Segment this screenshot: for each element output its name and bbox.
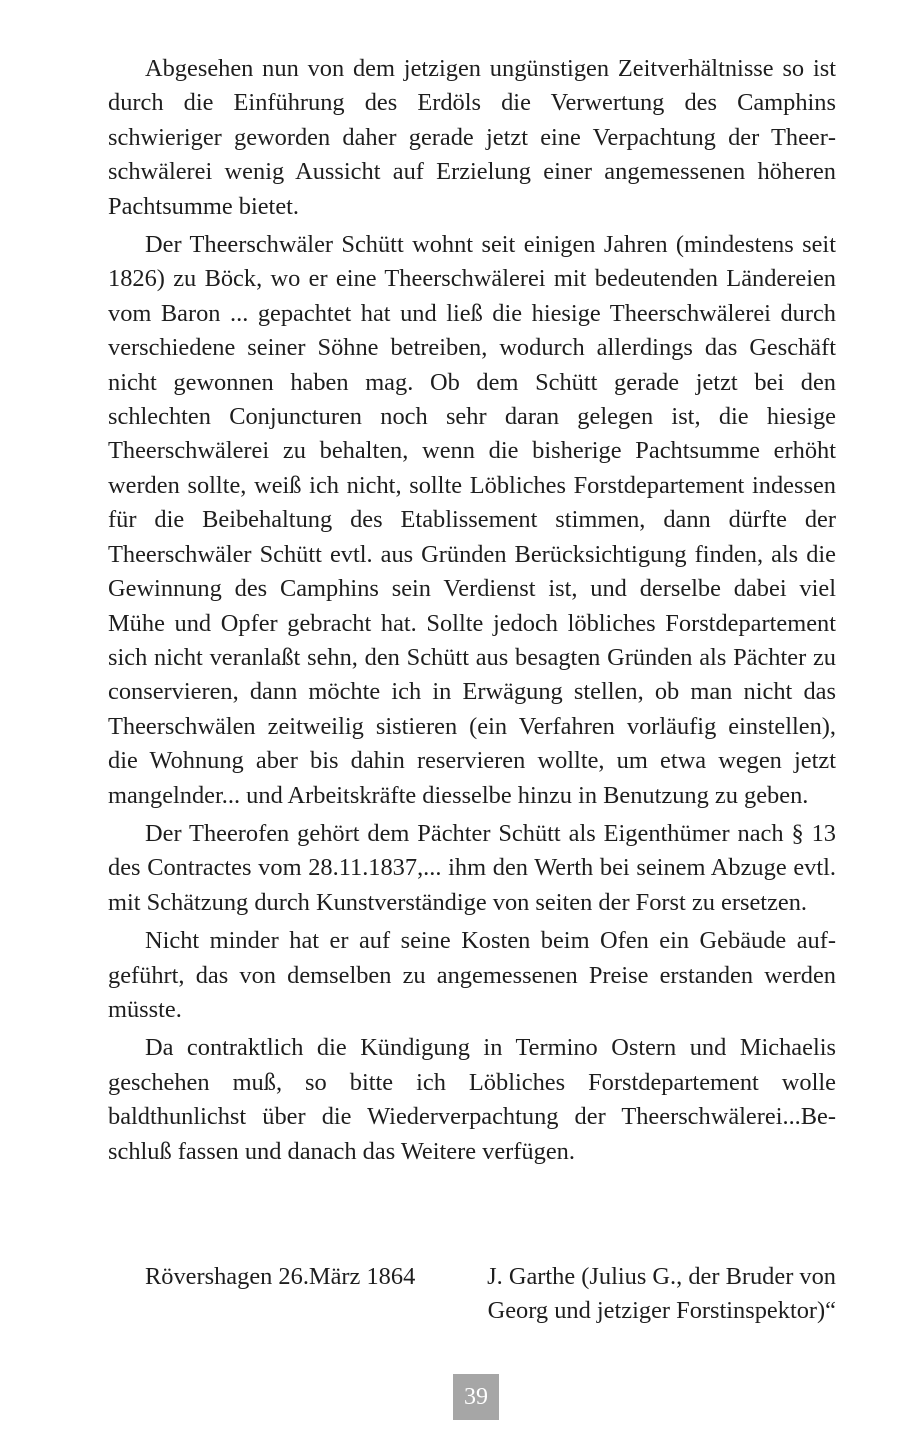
signatory-line-1: J. Garthe (Julius G., der Bruder von [487,1263,836,1290]
paragraph-2: Der Theerschwäler Schütt wohnt seit einigen Jahren (mindestens seit 1826) zu Böck, wo er eine Theerschwälerei mit bedeutenden Ländereien vom Baron ... gepachtet hat und ließ die hiesige Theerschwälerei durch verschiedene seiner Söhne betreiben, wodurch allerdings das Geschäft nicht gewonnen haben mag. Ob dem Schütt gerade jetzt bei den schlechten Conjuncturen noch sehr daran gelegen ist, die hiesige Theerschwälerei zu behalten, wenn die bisherige Pachtsumme erhöht werden sollte, weiß ich nicht, sollte Löbliches Forstdepartement indessen für die Beibehaltung des Etablissement stimmen, dann dürfte der Theerschwäler Schütt evtl. aus Gründen Berücksichtigung finden, als die Gewinnung des Camphins sein Verdienst ist, und derselbe dabei viel Mühe und Opfer gebracht hat. Sollte jedoch löbliches Forstdepartement sich nicht veranlaßt sehn, den Schütt aus besagten Gründen als Pächter zu conservieren, dann möchte ich in Erwägung stellen, ob man nicht das Theerschwälen zeitweilig sistieren (ein Verfahren vorläufig einstellen), die Wohnung aber bis dahin reservieren wollte, um etwa wegen jetzt mangelnder... und Arbeitskräfte diesselbe hinzu in Benutzung zu geben. [108,231,836,809]
signatory [460,1260,836,1329]
place-date: Rövershagen 26.März 1864 [145,1263,416,1290]
paragraph-5: Da contraktlich die Kündigung in Termino Ostern und Michaelis geschehen muß, so bitte ich Löbliches Forstdepartement wolle baldthunlichst über die Wiederverpachtung der Theerschwälerei...Beschluß fassen und danach das Weitere verfügen. [108,1034,836,1165]
signatory-line-2: Georg und jetziger Forstinspektor)“ [487,1297,836,1325]
page-number: 39 [453,1374,499,1420]
paragraph-3: Der Theerofen gehört dem Pächter Schütt als Eigenthümer nach § 13 des Contractes vom 28.11.1837,... ihm den Werth bei seinem Abzuge evtl. mit Schätzung durch Kunstverständige von seiten der Forst zu ersetzen. [108,819,836,916]
paragraph-1: Abgesehen nun von dem jetzigen ungünstigen Zeitverhältnisse so ist durch die Einführung des Erdöls die Verwertung des Camphins schwieriger geworden daher gerade jetzt eine Verpachtung der Theerschwälerei wenig Aussicht auf Erzielung einer angemessenen höheren Pachtsumme bietet. [108,55,836,220]
body-text [108,52,836,1173]
paragraph-4: Nicht minder hat er auf seine Kosten beim Ofen ein Gebäude aufgeführt, das von demselben zu angemessenen Preise erstanden werden müsste. [108,927,836,1023]
